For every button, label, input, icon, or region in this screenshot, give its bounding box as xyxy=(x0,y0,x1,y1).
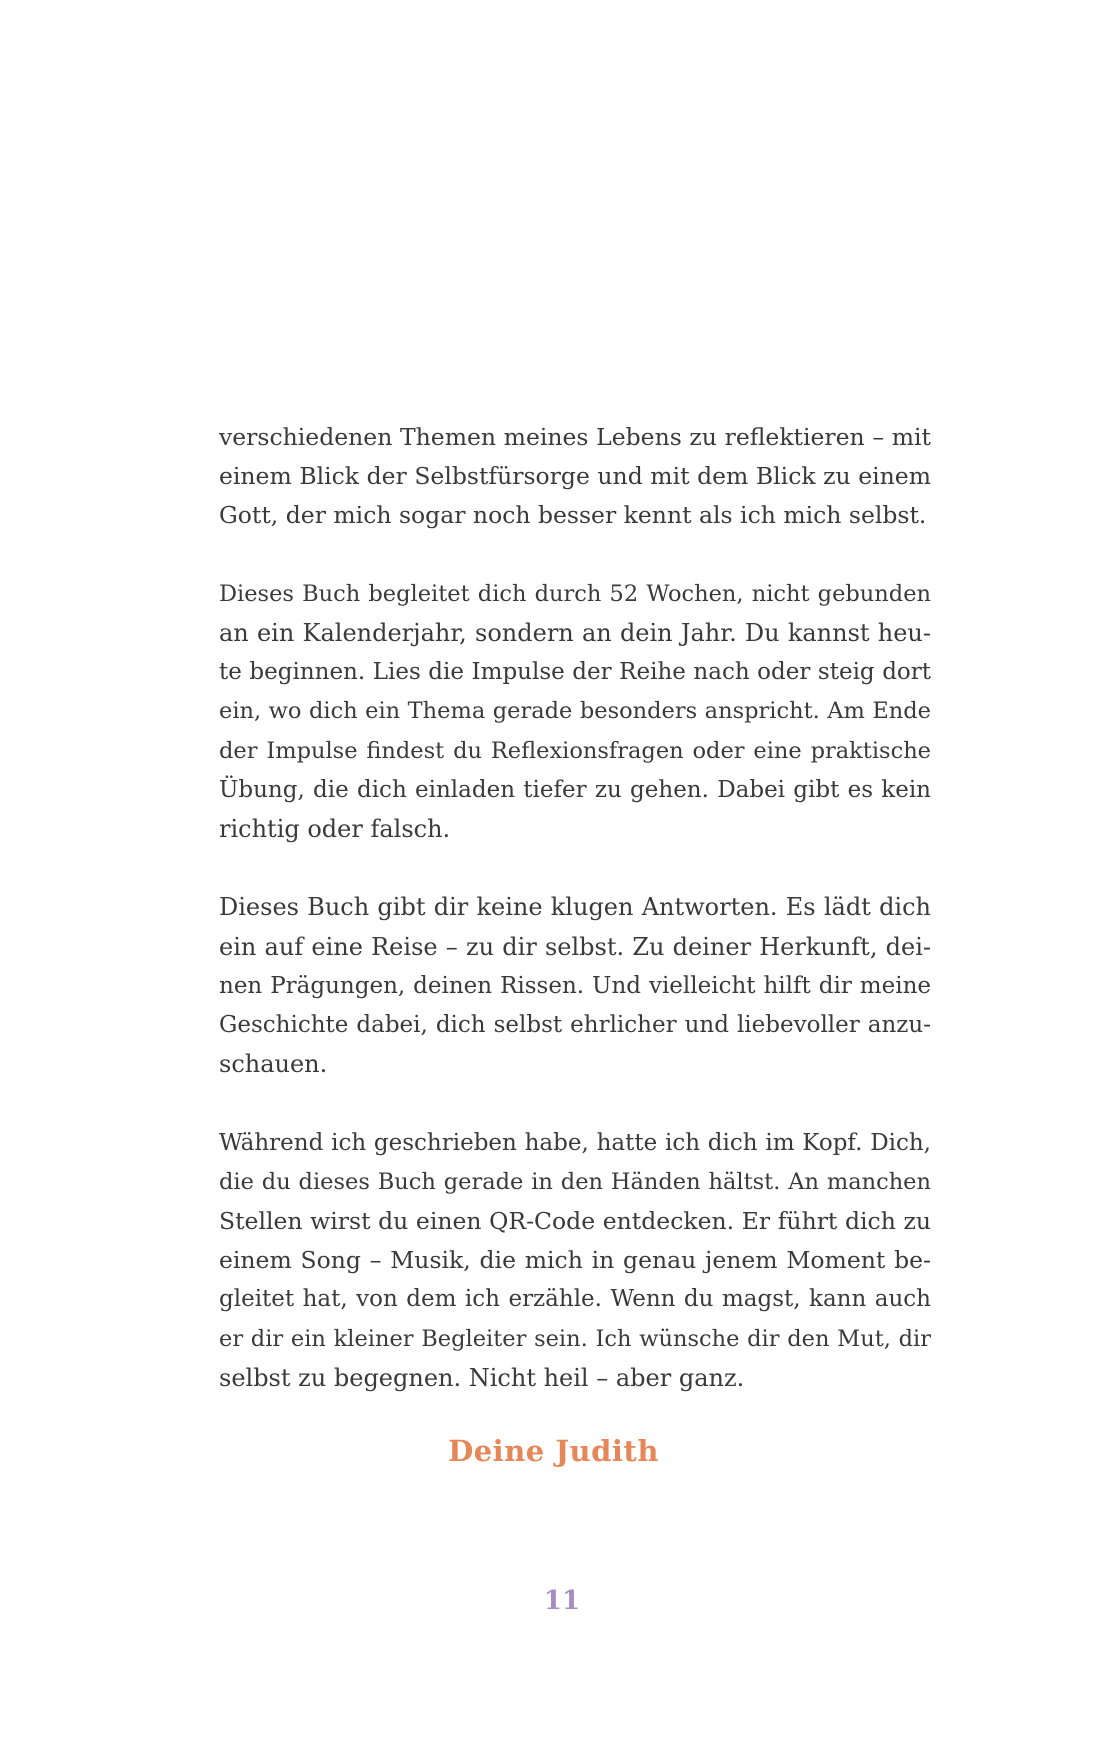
paragraph-4 xyxy=(219,1124,931,1398)
text-line: die du dieses Buch gerade in den Händen hältst. An manchen xyxy=(219,1168,931,1195)
paragraph-3 xyxy=(219,888,931,1084)
text-line: nen Prägungen, deinen Rissen. Und vielleicht hilft dir meine xyxy=(219,972,931,999)
body-text xyxy=(219,418,931,1437)
text-line: Dieses Buch begleitet dich durch 52 Wochen, nicht gebunden xyxy=(219,580,931,607)
text-line: der Impulse findest du Reflexionsfragen oder eine praktische xyxy=(219,737,931,764)
text-line: einem Blick der Selbstfürsorge und mit dem Blick zu einem xyxy=(219,462,931,491)
text-line: selbst zu begegnen. Nicht heil – aber ganz. xyxy=(219,1363,745,1392)
text-line: ein, wo dich ein Thema gerade besonders anspricht. Am Ende xyxy=(219,698,931,725)
text-line: ein auf eine Reise – zu dir selbst. Zu deiner Herkunft, dei- xyxy=(219,932,931,961)
text-line: verschiedenen Themen meines Lebens zu reflektieren – mit xyxy=(219,423,931,451)
text-line: gleitet hat, von dem ich erzähle. Wenn du magst, kann auch xyxy=(219,1286,931,1313)
text-line: Dieses Buch gibt dir keine klugen Antworten. Es lädt dich xyxy=(219,893,931,922)
text-line: einem Song – Musik, die mich in genau jenem Moment be- xyxy=(219,1246,931,1275)
text-line: richtig oder falsch. xyxy=(219,815,451,844)
text-line: te beginnen. Lies die Impulse der Reihe nach oder steig dort xyxy=(219,659,931,686)
text-line: Während ich geschrieben habe, hatte ich dich im Kopf. Dich, xyxy=(219,1129,931,1156)
text-line: an ein Kalenderjahr, sondern an dein Jahr. Du kannst heu- xyxy=(219,619,931,647)
paragraph-1 xyxy=(219,418,931,536)
text-line: Geschichte dabei, dich selbst ehrlicher und liebevoller anzu- xyxy=(219,1012,931,1039)
text-line: er dir ein kleiner Begleiter sein. Ich wünsche dir den Mut, dir xyxy=(219,1325,931,1352)
text-line: Stellen wirst du einen QR-Code entdecken. Er führt dich zu xyxy=(219,1207,931,1236)
text-line: Gott, der mich sogar noch besser kennt als ich mich selbst. xyxy=(219,501,927,530)
page-number: 11 xyxy=(543,1586,581,1616)
text-line: Übung, die dich einladen tiefer zu gehen. Dabei gibt es kein xyxy=(219,776,931,803)
text-line: schauen. xyxy=(219,1050,328,1079)
signature: Deine Judith xyxy=(448,1434,659,1468)
paragraph-2 xyxy=(219,575,931,849)
